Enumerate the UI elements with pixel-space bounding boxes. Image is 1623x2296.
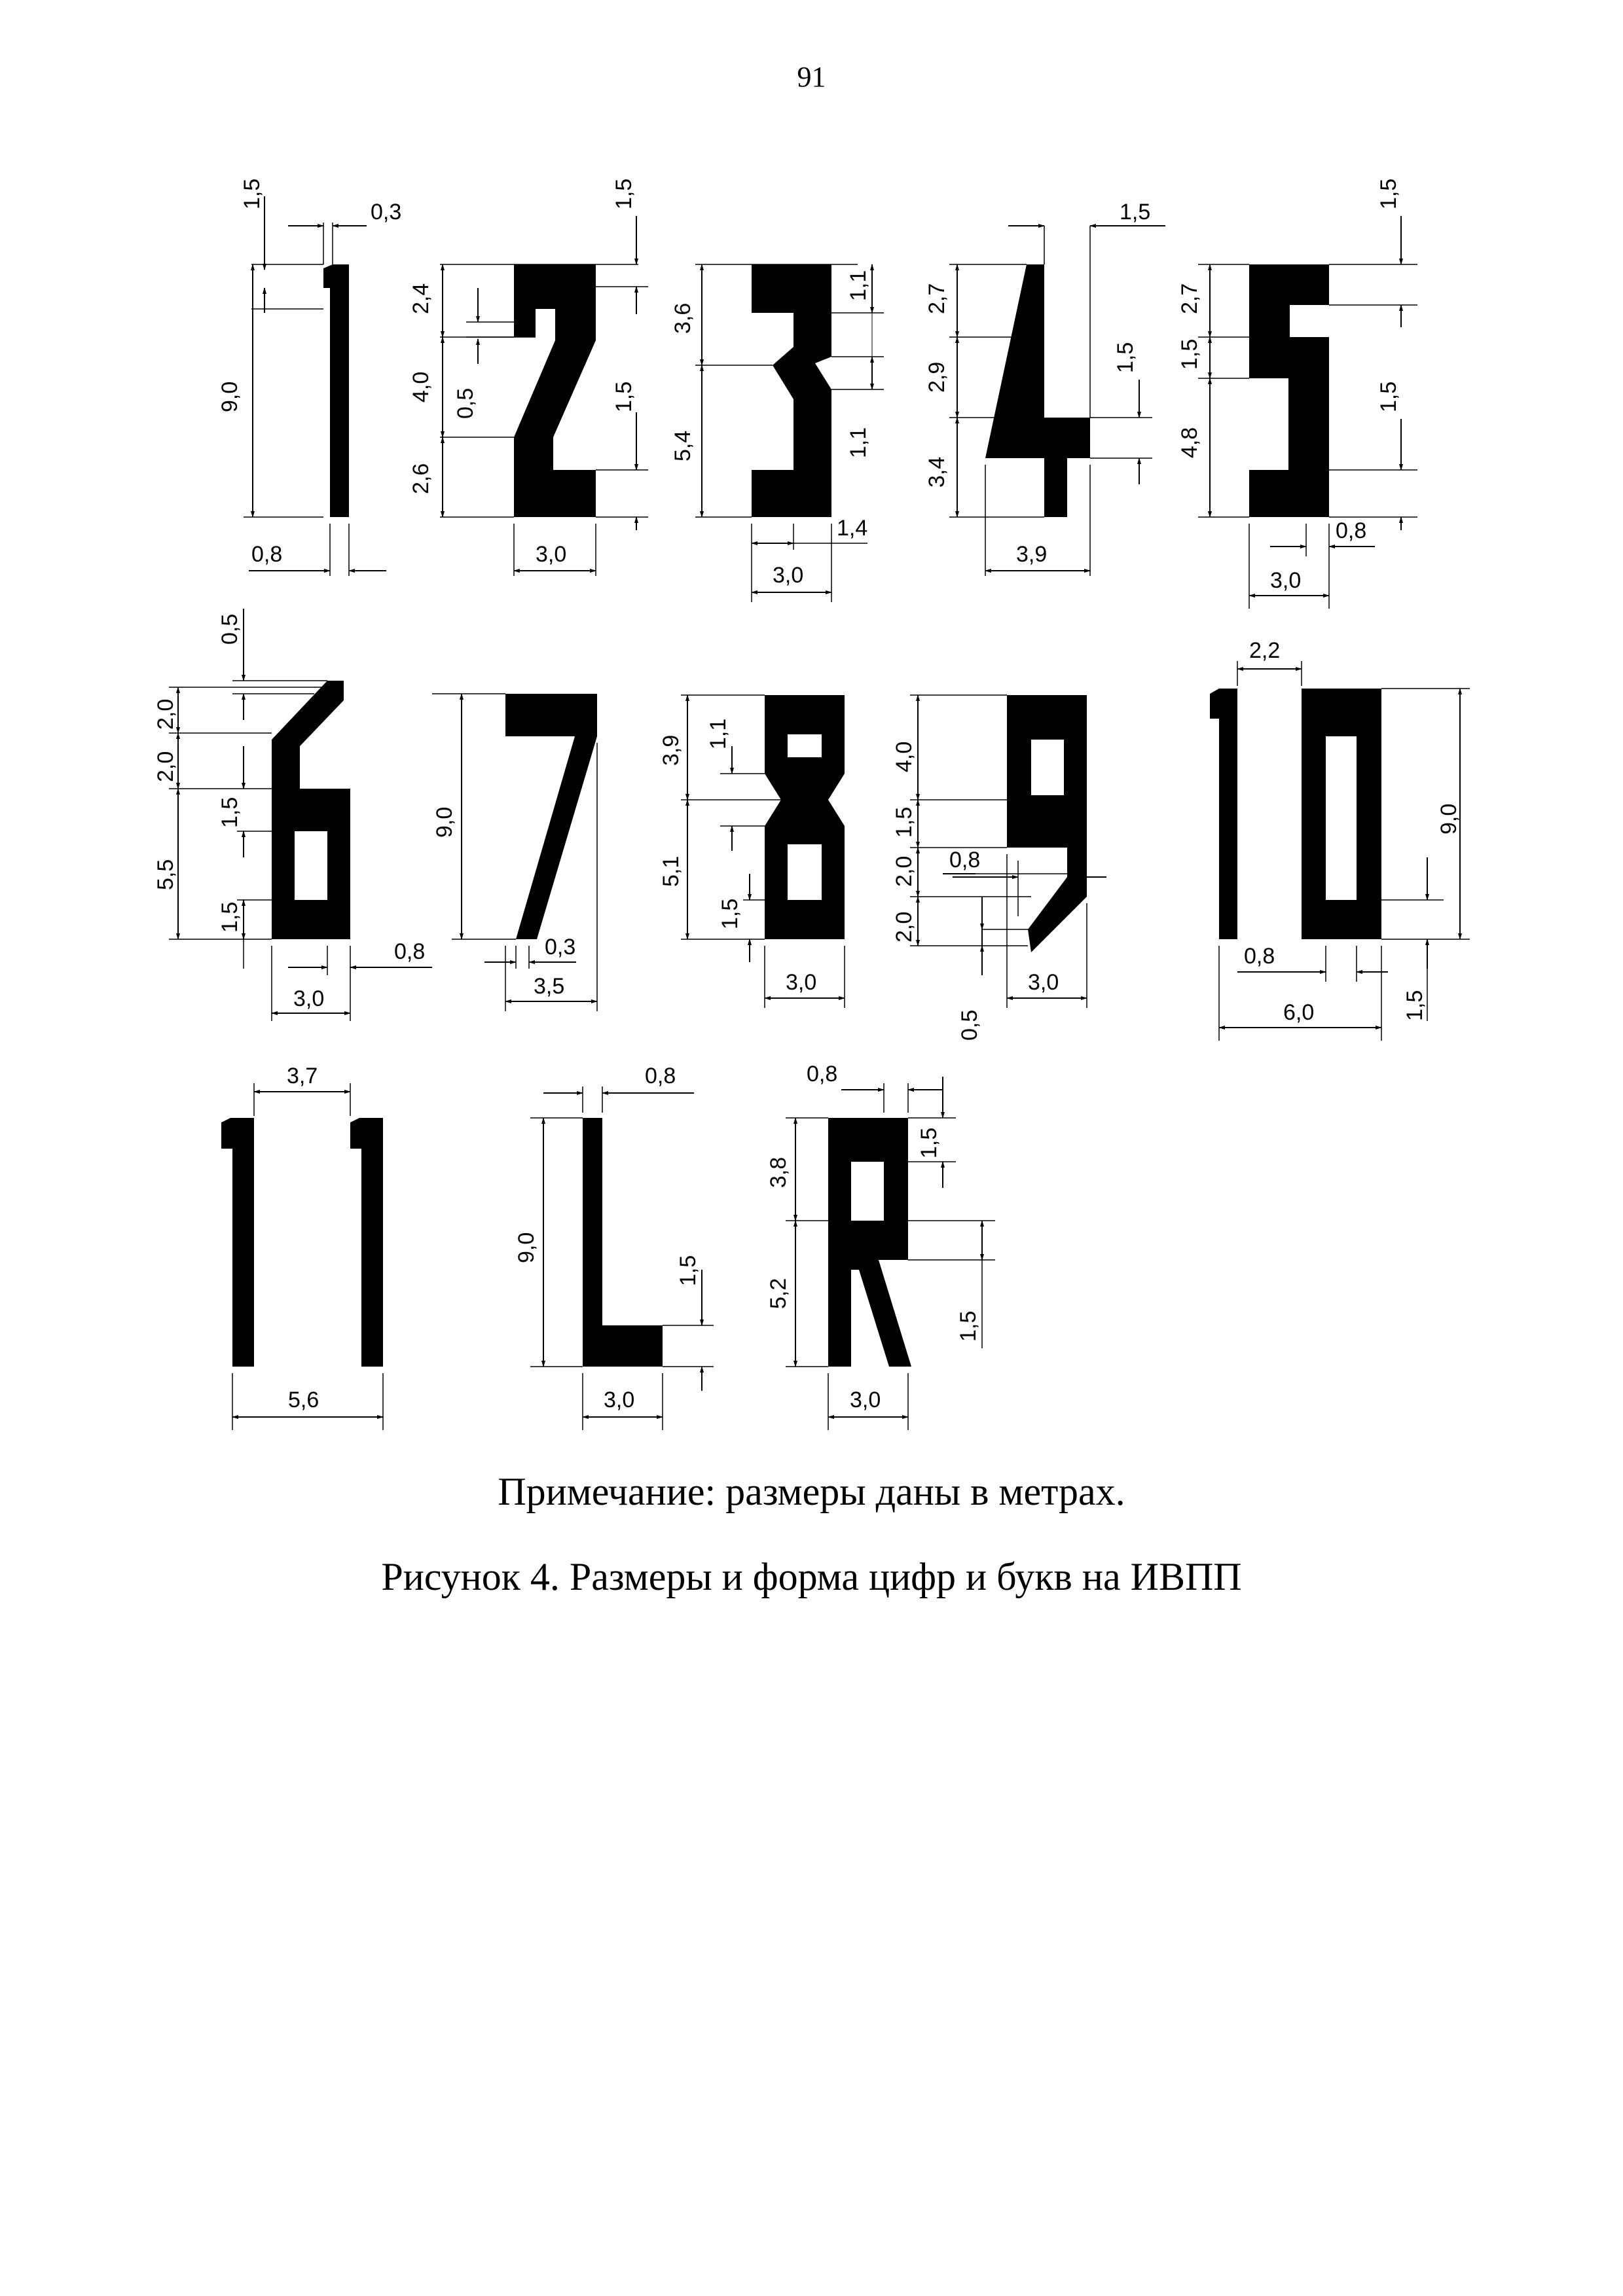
dim-label: 0,8 [949,848,981,872]
glyph-7 [432,694,597,1011]
dim-label: 1,5 [1177,338,1202,370]
dim-label: 5,2 [766,1278,791,1309]
dim-label: 1,5 [611,178,636,209]
dim-label: 2,7 [924,283,949,314]
dim-label: 1,5 [1376,381,1401,412]
dim-label: 0,5 [957,1009,982,1041]
dim-label: 0,8 [394,939,426,964]
dim-label: 3,0 [536,542,567,567]
dim-label: 3,0 [850,1388,881,1412]
page-number: 91 [797,61,826,93]
dim-label: 1,5 [611,381,636,412]
glyph-3-shape [752,264,831,517]
glyph-R [766,1062,995,1430]
glyph-9-shape [1007,695,1087,952]
glyph-8-shape [765,695,845,939]
dim-label: 2,9 [924,361,949,393]
dim-label: 3,8 [766,1157,791,1188]
glyph-7-shape [505,694,597,939]
glyph-11 [221,1064,383,1430]
dim-label: 2,6 [409,463,433,494]
dim-label: 3,0 [773,563,804,588]
glyph-2-shape [514,264,596,517]
glyph-3 [670,264,884,602]
dim-label: 3,0 [1028,970,1059,995]
dim-label: 1,5 [1402,990,1427,1021]
dim-label: 3,7 [287,1064,318,1088]
dim-label: 3,9 [1016,542,1048,567]
dim-label: 3,4 [924,456,949,488]
glyph-9 [892,695,1106,1041]
dim-label: 5,1 [659,855,684,887]
dim-label: 3,0 [1270,568,1302,593]
glyph-10-shape [1210,689,1237,939]
glyph-10-zero [1302,689,1381,939]
dim-label: 1,5 [240,178,264,209]
dim-label: 0,8 [251,542,283,567]
glyph-4-shape [985,264,1090,517]
dim-label: 1,5 [1120,200,1151,224]
dim-label: 0,5 [453,387,478,419]
dim-label: 0,5 [217,613,242,645]
dim-label: 9,0 [217,381,242,412]
dim-label: 0,8 [1336,518,1367,543]
glyph-R-shape [828,1118,911,1367]
glyph-11-shape-2 [350,1118,383,1367]
dim-label: 1,1 [846,427,871,458]
dim-label: 1,5 [892,806,917,838]
glyph-5-shape [1249,264,1329,517]
glyph-1 [217,179,401,576]
note-text: Примечание: размеры даны в метрах. [498,1470,1125,1513]
dim-label: 2,0 [892,855,917,887]
dim-label: 1,5 [217,901,242,933]
dim-label: 0,8 [645,1064,676,1088]
glyph-5 [1177,179,1417,609]
glyph-8 [659,695,845,1008]
glyph-10 [1210,638,1470,1041]
dim-label: 6,0 [1283,1000,1315,1025]
glyph-4 [924,200,1165,576]
dim-label: 1,5 [1113,342,1138,373]
dim-label: 9,0 [514,1232,539,1263]
dim-label: 3,5 [534,974,565,999]
dim-label: 1,1 [706,718,731,749]
glyph-1-shape [323,264,349,517]
dim-label: 3,0 [293,986,325,1011]
dim-label: 1,5 [217,797,242,828]
dim-label: 1,5 [676,1255,701,1286]
dim-label: 1,5 [1376,178,1401,209]
glyph-11-shape [221,1118,254,1367]
dim-label: 0,3 [545,935,576,960]
dim-label: 3,6 [670,302,695,334]
dim-label: 1,5 [956,1310,981,1342]
dim-label: 9,0 [432,806,457,838]
glyph-L [514,1064,714,1430]
dim-label: 5,6 [288,1388,319,1412]
dim-label: 1,1 [846,270,871,301]
glyph-6 [153,609,432,1021]
dim-label: 3,0 [786,970,817,995]
dim-label: 1,5 [917,1127,941,1158]
dim-label: 3,0 [604,1388,635,1412]
figure-caption: Рисунок 4. Размеры и форма цифр и букв на ИВПП [381,1555,1242,1598]
dim-label: 2,0 [153,751,178,782]
dim-label: 5,5 [153,859,178,890]
dim-label: 4,8 [1177,427,1202,458]
glyph-L-shape [583,1118,663,1367]
dim-label: 2,2 [1249,638,1281,663]
dim-label: 1,4 [837,516,868,541]
dim-label: 9,0 [1436,803,1461,834]
dim-label: 2,4 [409,283,433,314]
dim-label: 1,5 [718,898,742,929]
dim-label: 4,0 [409,371,433,403]
dim-label: 2,0 [153,698,178,730]
dim-label: 4,0 [892,741,917,772]
dim-label: 3,9 [659,734,684,766]
dim-label: 0,3 [371,200,402,224]
dim-label: 0,8 [1244,944,1275,969]
glyph-2 [409,179,648,576]
dim-label: 5,4 [670,430,695,461]
dim-label: 2,0 [892,911,917,942]
dim-label: 2,7 [1177,283,1202,314]
dim-label: 0,8 [807,1062,838,1086]
